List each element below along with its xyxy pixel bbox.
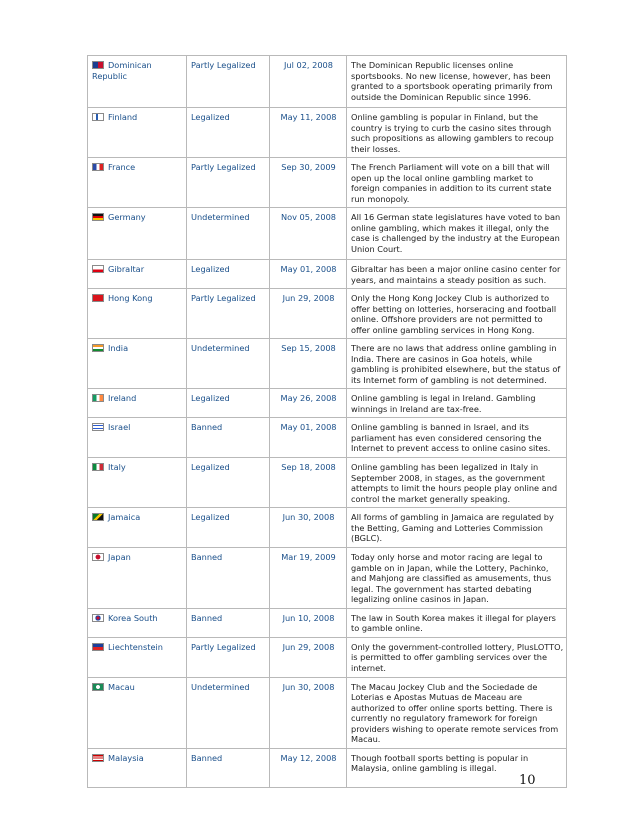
date-cell [270, 508, 347, 548]
status-text: Legalized [191, 112, 230, 122]
date-text: May 12, 2008 [280, 752, 337, 763]
gibraltar-flag-icon [92, 265, 104, 273]
country-cell [88, 56, 187, 108]
status-text: Legalized [191, 512, 230, 522]
france-flag-icon [92, 163, 104, 171]
country-text: Liechtenstein [108, 641, 163, 652]
status-text: Banned [191, 552, 223, 562]
status-text: Undetermined [191, 212, 250, 222]
status-cell [187, 208, 270, 260]
description-cell [347, 508, 567, 548]
description-text: Online gambling has been legalized in Italy in September 2008, in stages, as the government attempts to limit the hours people play online and control the market generally speaking. [351, 462, 558, 504]
country-text: Korea South [108, 612, 158, 623]
date-text: May 26, 2008 [280, 393, 337, 403]
table-row [88, 158, 567, 208]
country-text: India [108, 343, 129, 353]
status-text: Undetermined [191, 343, 250, 353]
status-cell [187, 608, 270, 637]
country-cell [88, 458, 187, 508]
date-text: Sep 18, 2008 [281, 462, 336, 472]
macau-flag-icon [92, 683, 104, 691]
date-cell [270, 56, 347, 108]
description-cell [347, 208, 567, 260]
description-cell [347, 56, 567, 108]
date-cell [270, 108, 347, 158]
status-text: Legalized [191, 462, 230, 472]
description-cell [347, 289, 567, 339]
description-text: Though football sports betting is popular in Malaysia, online gambling is illegal. [351, 752, 529, 773]
date-text: Jun 29, 2008 [282, 293, 335, 303]
country-cell [88, 508, 187, 548]
country-text: Macau [108, 681, 135, 692]
table-row [88, 508, 567, 548]
status-cell [187, 418, 270, 458]
description-text: All 16 German state legislatures have voted to ban online gambling, which makes it illegal, only the case is challenged by the industry at the European Union Court. [351, 212, 561, 254]
description-cell [347, 158, 567, 208]
description-cell [347, 260, 567, 289]
italy-flag-icon [92, 463, 104, 471]
country-text: Italy [108, 462, 126, 472]
country-text: Gibraltar [108, 264, 145, 274]
status-text: Partly Legalized [191, 641, 256, 652]
country-text: Finland [108, 112, 138, 122]
country-cell [88, 389, 187, 418]
table-row [88, 418, 567, 458]
country-text: France [108, 162, 136, 172]
country-cell [88, 108, 187, 158]
status-text: Banned [191, 612, 223, 623]
date-cell [270, 289, 347, 339]
status-cell [187, 158, 270, 208]
israel-flag-icon [92, 423, 104, 431]
table-row [88, 548, 567, 609]
country-text: Jamaica [108, 512, 141, 522]
table-row [88, 208, 567, 260]
hong-kong-flag-icon [92, 294, 104, 302]
date-cell [270, 339, 347, 389]
date-text: May 01, 2008 [280, 264, 337, 274]
country-cell [88, 608, 187, 637]
status-cell [187, 637, 270, 677]
status-cell [187, 389, 270, 418]
status-text: Banned [191, 422, 223, 432]
country-cell [88, 637, 187, 677]
finland-flag-icon [92, 113, 104, 121]
date-cell [270, 677, 347, 748]
status-text: Partly Legalized [191, 60, 256, 70]
date-text: May 01, 2008 [280, 422, 337, 432]
date-text: Jun 30, 2008 [282, 681, 335, 692]
date-cell [270, 748, 347, 787]
description-text: Gibraltar has been a major online casino center for years, and maintains a steady position as such. [351, 264, 561, 285]
status-cell [187, 289, 270, 339]
germany-flag-icon [92, 213, 104, 221]
table-row [88, 260, 567, 289]
table-row [88, 339, 567, 389]
country-text: Israel [108, 422, 131, 432]
description-cell [347, 637, 567, 677]
description-text: Only the Hong Kong Jockey Club is authorized to offer betting on lotteries, horseracing and football online. Offshore providers are not permitted to offer online gambling services in Hong Kong. [351, 293, 557, 335]
description-cell [347, 548, 567, 609]
date-text: Nov 05, 2008 [280, 212, 337, 222]
description-cell [347, 339, 567, 389]
date-cell [270, 458, 347, 508]
country-text: Ireland [108, 393, 137, 403]
liechtenstein-flag-icon [92, 643, 104, 651]
description-text: Today only horse and motor racing are legal to gamble on in Japan, while the Lottery, Pachinko, and Mahjong are classified as amusements, thus legal. The government has started debating legalizing online casinos in Japan. [351, 552, 552, 604]
description-text: There are no laws that address online gambling in India. There are casinos in Goa hotels, while gambling is prohibited elsewhere, but the status of its Internet form of gambling is not determined. [351, 343, 561, 385]
status-cell [187, 748, 270, 787]
country-text: Germany [108, 212, 146, 222]
malaysia-flag-icon [92, 754, 104, 762]
date-cell [270, 548, 347, 609]
status-cell [187, 508, 270, 548]
country-text: Malaysia [108, 752, 144, 763]
status-cell [187, 108, 270, 158]
table-row [88, 748, 567, 787]
country-text: Hong Kong [108, 293, 153, 303]
status-cell [187, 458, 270, 508]
description-text: All forms of gambling in Jamaica are regulated by the Betting, Gaming and Lotteries Commission (BGLC). [351, 512, 554, 543]
country-cell [88, 548, 187, 609]
date-cell [270, 260, 347, 289]
date-text: Sep 30, 2009 [281, 162, 336, 172]
description-cell [347, 458, 567, 508]
table-row [88, 458, 567, 508]
country-cell [88, 418, 187, 458]
status-text: Partly Legalized [191, 162, 256, 172]
date-text: Jul 02, 2008 [284, 60, 333, 70]
gambling-laws-table [87, 55, 567, 788]
date-cell [270, 158, 347, 208]
description-text: Only the government-controlled lottery, PlusLOTTO, is permitted to offer gambling services over the internet. [351, 641, 564, 673]
date-text: May 11, 2008 [280, 112, 337, 122]
status-text: Legalized [191, 264, 230, 274]
status-cell [187, 548, 270, 609]
country-cell [88, 260, 187, 289]
description-text: The Macau Jockey Club and the Sociedade de Loterias e Apostas Mutuas de Maceau are authorized to offer online sports betting. There is currently no regulatory framework for foreign providers wishing to operate remote services from Macau. [351, 681, 559, 744]
date-cell [270, 418, 347, 458]
description-cell [347, 677, 567, 748]
date-text: Jun 29, 2008 [282, 641, 335, 652]
date-text: Mar 19, 2009 [281, 552, 336, 562]
description-text: Online gambling is banned in Israel, and its parliament has even considered censoring the Internet to prevent access to online casino sites. [351, 422, 551, 453]
date-text: Jun 30, 2008 [282, 512, 335, 522]
description-text: Online gambling is legal in Ireland. Gambling winnings in Ireland are tax-free. [351, 393, 536, 414]
description-text: The French Parliament will vote on a bill that will open up the local online gambling market to foreign companies in addition to its current state run monopoly. [351, 162, 552, 204]
country-cell [88, 677, 187, 748]
country-text: Dominican Republic [92, 60, 152, 81]
india-flag-icon [92, 344, 104, 352]
status-cell [187, 260, 270, 289]
country-cell [88, 208, 187, 260]
country-text: Japan [108, 552, 131, 562]
status-text: Undetermined [191, 681, 250, 692]
description-cell [347, 608, 567, 637]
jamaica-flag-icon [92, 513, 104, 521]
table-row [88, 608, 567, 637]
status-text: Legalized [191, 393, 230, 403]
dominican-republic-flag-icon [92, 61, 104, 69]
status-cell [187, 339, 270, 389]
description-text: The Dominican Republic licenses online sportsbooks. No new license, however, has been granted to a sportsbook operating primarily from outside the Dominican Republic since 1996. [351, 60, 553, 102]
date-cell [270, 608, 347, 637]
date-cell [270, 389, 347, 418]
country-cell [88, 748, 187, 787]
japan-flag-icon [92, 553, 104, 561]
date-text: Jun 10, 2008 [282, 612, 335, 623]
table-row [88, 108, 567, 158]
country-cell [88, 339, 187, 389]
status-text: Partly Legalized [191, 293, 256, 303]
status-text: Banned [191, 752, 223, 763]
description-text: The law in South Korea makes it illegal for players to gamble online. [351, 612, 556, 633]
date-text: Sep 15, 2008 [281, 343, 336, 353]
page-number: 10 [519, 773, 536, 788]
description-cell [347, 108, 567, 158]
ireland-flag-icon [92, 394, 104, 402]
description-cell [347, 389, 567, 418]
status-cell [187, 56, 270, 108]
south-korea-flag-icon [92, 614, 104, 622]
table-row [88, 289, 567, 339]
country-cell [88, 289, 187, 339]
table-row [88, 389, 567, 418]
country-cell [88, 158, 187, 208]
table-row [88, 56, 567, 108]
description-text: Online gambling is popular in Finland, but the country is trying to curb the casino sites through such propositions as allowing gamblers to recoup their losses. [351, 112, 554, 154]
table-row [88, 637, 567, 677]
table-row [88, 677, 567, 748]
description-cell [347, 418, 567, 458]
date-cell [270, 637, 347, 677]
status-cell [187, 677, 270, 748]
date-cell [270, 208, 347, 260]
